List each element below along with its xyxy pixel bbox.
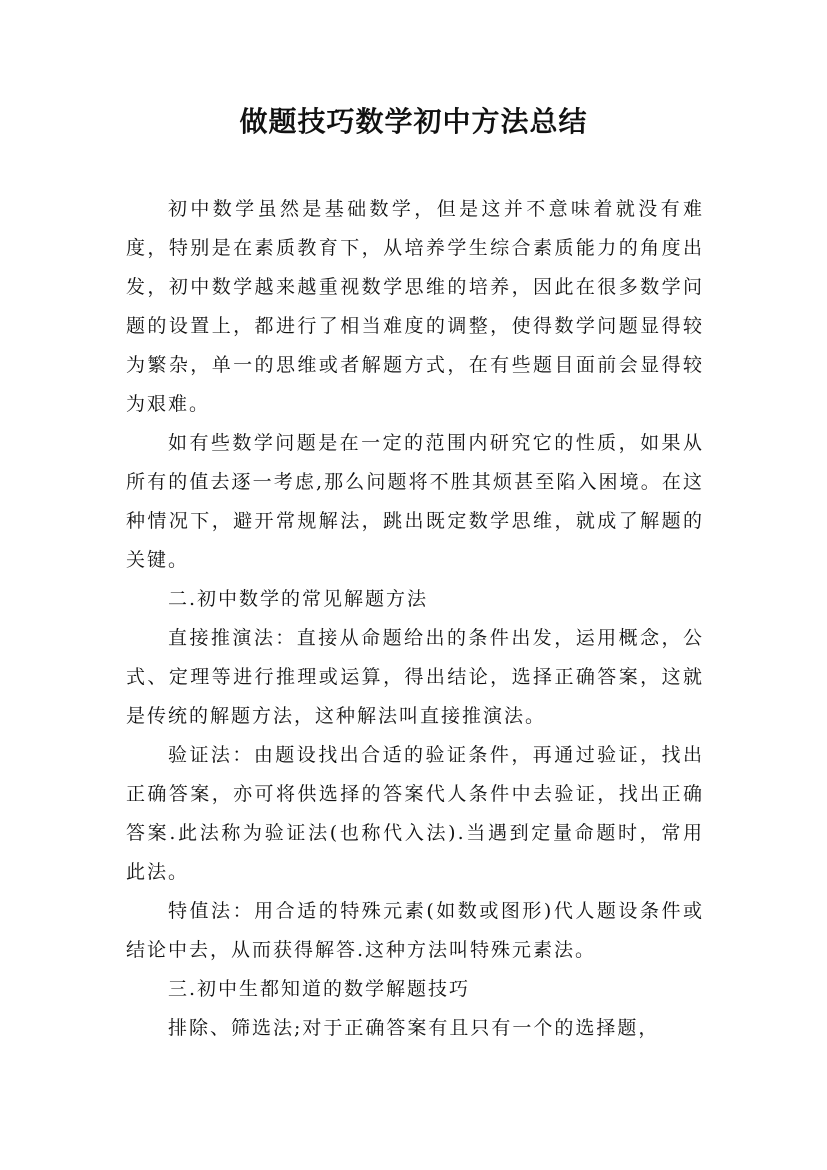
- paragraph-range-problem: 如有些数学问题是在一定的范围内研究它的性质，如果从所有的值去逐一考虑,那么问题将不胜其烦甚至陷入困境。在这种情况下，避开常规解法，跳出既定数学思维，就成了解题的关键。: [126, 432, 704, 571]
- paragraph-elimination: 排除、筛选法;对于正确答案有且只有一个的选择题，: [168, 1017, 660, 1039]
- paragraph-verification: 验证法：由题设找出合适的验证条件，再通过验证，找出正确答案，亦可将供选择的答案代人条件中去验证，找出正确答案.此法称为验证法(也称代入法).当遇到定量命题时，常用此法。: [126, 744, 704, 883]
- section-heading-common-methods: 二.初中数学的常见解题方法: [168, 588, 429, 610]
- paragraph-direct-deduction: 直接推演法：直接从命题给出的条件出发，运用概念，公式、定理等进行推理或运算，得出结论，选择正确答案，这就是传统的解题方法，这种解法叫直接推演法。: [126, 627, 704, 727]
- section-heading-tips: 三.初中生都知道的数学解题技巧: [168, 978, 471, 1000]
- document-title: 做题技巧数学初中方法总结: [239, 105, 588, 138]
- document-body: [126, 190, 704, 1048]
- paragraph-intro: 初中数学虽然是基础数学，但是这并不意味着就没有难度，特别是在素质教育下，从培养学生综合素质能力的角度出发，初中数学越来越重视数学思维的培养，因此在很多数学问题的设置上，都进行了相当难度的调整，使得数学问题显得较为繁杂，单一的思维或者解题方式，在有些题目面前会显得较为艰难。: [126, 198, 704, 415]
- paragraph-special-value: 特值法：用合适的特殊元素(如数或图形)代人题设条件或结论中去，从而获得解答.这种方法叫特殊元素法。: [126, 900, 704, 961]
